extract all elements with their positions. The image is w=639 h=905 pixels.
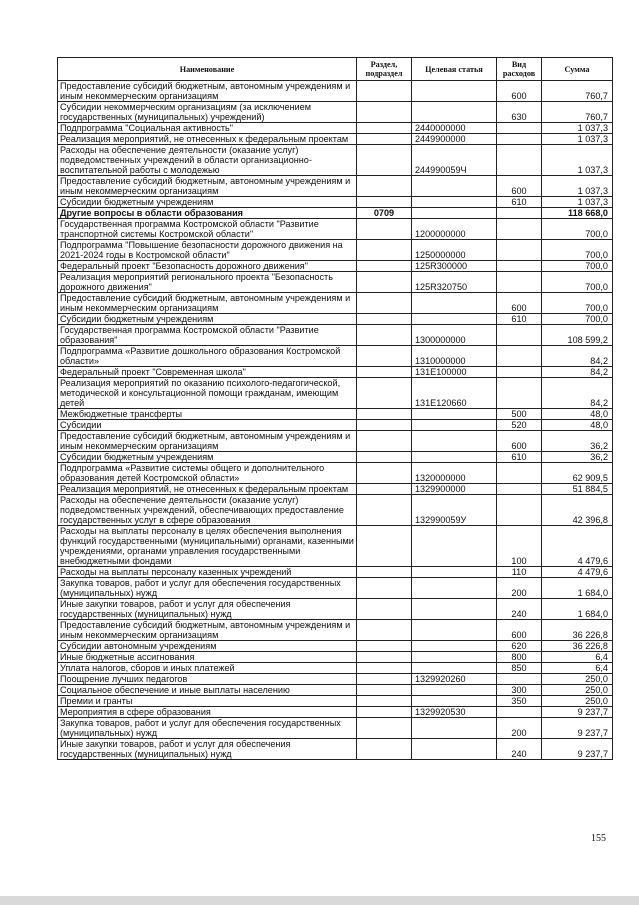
- cell-kind: 610: [497, 197, 542, 208]
- cell-section: [357, 367, 412, 378]
- table-row: [58, 652, 613, 663]
- cell-section: [357, 420, 412, 431]
- cell-sum: 108 599,2: [542, 325, 613, 346]
- cell-sum: 700,0: [542, 272, 613, 293]
- cell-kind: [497, 145, 542, 176]
- table-row: [58, 240, 613, 261]
- cell-name: Расходы на выплаты персоналу в целях обеспечения выполнения функций государственными (муниципальными) органами, казенными учреждениями, органами управления государственными внебюджетными фондами: [58, 526, 357, 567]
- cell-kind: 600: [497, 431, 542, 452]
- cell-sum: 48,0: [542, 420, 613, 431]
- cell-kind: 240: [497, 599, 542, 620]
- cell-target: [412, 420, 497, 431]
- cell-section: [357, 526, 412, 567]
- table-row: [58, 420, 613, 431]
- cell-target: [412, 652, 497, 663]
- table-row: [58, 663, 613, 674]
- table-row: [58, 409, 613, 420]
- table-row: [58, 325, 613, 346]
- table-row: [58, 378, 613, 409]
- cell-name: Предоставление субсидий бюджетным, автономным учреждениям и иным некоммерческим организациям: [58, 431, 357, 452]
- cell-sum: 9 237,7: [542, 718, 613, 739]
- table-row: [58, 463, 613, 484]
- cell-target: 1300000000: [412, 325, 497, 346]
- cell-sum: 1 684,0: [542, 578, 613, 599]
- cell-sum: 36,2: [542, 452, 613, 463]
- cell-target: [412, 81, 497, 102]
- cell-section: [357, 484, 412, 495]
- cell-section: [357, 685, 412, 696]
- cell-target: [412, 197, 497, 208]
- cell-section: [357, 240, 412, 261]
- table-row: [58, 346, 613, 367]
- table-row: [58, 578, 613, 599]
- cell-kind: [497, 134, 542, 145]
- cell-kind: 520: [497, 420, 542, 431]
- cell-kind: [497, 367, 542, 378]
- cell-section: [357, 314, 412, 325]
- cell-kind: 610: [497, 452, 542, 463]
- cell-sum: 250,0: [542, 696, 613, 707]
- cell-target: 1329920530: [412, 707, 497, 718]
- cell-section: [357, 378, 412, 409]
- cell-name: Предоставление субсидий бюджетным, автономным учреждениям и иным некоммерческим организациям: [58, 176, 357, 197]
- cell-sum: 42 396,8: [542, 495, 613, 526]
- cell-kind: [497, 325, 542, 346]
- cell-target: 1329900000: [412, 484, 497, 495]
- cell-section: [357, 652, 412, 663]
- cell-sum: 700,0: [542, 314, 613, 325]
- table-row: [58, 219, 613, 240]
- cell-name: Социальное обеспечение и иные выплаты населению: [58, 685, 357, 696]
- cell-kind: 630: [497, 102, 542, 123]
- cell-name: Федеральный проект "Безопасность дорожного движения": [58, 261, 357, 272]
- cell-sum: 84,2: [542, 367, 613, 378]
- cell-target: 1329920260: [412, 674, 497, 685]
- table-row: [58, 484, 613, 495]
- cell-section: [357, 641, 412, 652]
- cell-name: Поощрение лучших педагогов: [58, 674, 357, 685]
- cell-name: Закупка товаров, работ и услуг для обеспечения государственных (муниципальных) нужд: [58, 718, 357, 739]
- cell-sum: 700,0: [542, 240, 613, 261]
- cell-name: Субсидии автономным учреждениям: [58, 641, 357, 652]
- cell-section: [357, 463, 412, 484]
- cell-kind: 850: [497, 663, 542, 674]
- cell-target: [412, 314, 497, 325]
- cell-target: 1200000000: [412, 219, 497, 240]
- cell-name: Расходы на обеспечение деятельности (оказание услуг) подведомственных учреждений, обеспечивающих предоставление государственных услуг в сфере образования: [58, 495, 357, 526]
- cell-sum: 48,0: [542, 409, 613, 420]
- table-row: [58, 102, 613, 123]
- table-row: [58, 620, 613, 641]
- cell-section: [357, 145, 412, 176]
- cell-kind: 100: [497, 526, 542, 567]
- cell-section: [357, 123, 412, 134]
- header-target: Целевая статья: [412, 58, 497, 81]
- cell-target: [412, 620, 497, 641]
- table-row: [58, 696, 613, 707]
- cell-sum: 9 237,7: [542, 707, 613, 718]
- header-name: Наименование: [58, 58, 357, 81]
- cell-name: Реализация мероприятий, не отнесенных к федеральным проектам: [58, 134, 357, 145]
- cell-name: Субсидии бюджетным учреждениям: [58, 197, 357, 208]
- cell-kind: 600: [497, 620, 542, 641]
- header-sum: Сумма: [542, 58, 613, 81]
- cell-name: Субсидии бюджетным учреждениям: [58, 314, 357, 325]
- cell-sum: 700,0: [542, 293, 613, 314]
- cell-name: Предоставление субсидий бюджетным, автономным учреждениям и иным некоммерческим организациям: [58, 620, 357, 641]
- cell-kind: [497, 463, 542, 484]
- cell-target: [412, 739, 497, 760]
- cell-section: [357, 452, 412, 463]
- table-row: [58, 293, 613, 314]
- cell-section: [357, 261, 412, 272]
- cell-sum: 118 668,0: [542, 208, 613, 219]
- cell-kind: [497, 261, 542, 272]
- cell-name: Подпрограмма «Развитие дошкольного образования Костромской области»: [58, 346, 357, 367]
- cell-kind: [497, 208, 542, 219]
- cell-section: [357, 707, 412, 718]
- table-row: [58, 739, 613, 760]
- cell-sum: 700,0: [542, 219, 613, 240]
- cell-kind: 110: [497, 567, 542, 578]
- cell-sum: 9 237,7: [542, 739, 613, 760]
- table-row: [58, 197, 613, 208]
- cell-section: [357, 718, 412, 739]
- cell-sum: 1 037,3: [542, 145, 613, 176]
- cell-name: Реализация мероприятий регионального проекта "Безопасность дорожного движения": [58, 272, 357, 293]
- cell-section: [357, 409, 412, 420]
- table-row: [58, 567, 613, 578]
- cell-target: [412, 526, 497, 567]
- cell-name: Субсидии бюджетным учреждениям: [58, 452, 357, 463]
- cell-sum: 84,2: [542, 378, 613, 409]
- page-number: 155: [591, 833, 606, 844]
- cell-section: [357, 696, 412, 707]
- cell-section: [357, 663, 412, 674]
- table-row: [58, 674, 613, 685]
- cell-section: [357, 346, 412, 367]
- cell-target: 131E100000: [412, 367, 497, 378]
- cell-target: 2449900000: [412, 134, 497, 145]
- cell-section: [357, 495, 412, 526]
- cell-target: [412, 102, 497, 123]
- table-row: [58, 134, 613, 145]
- cell-kind: [497, 123, 542, 134]
- cell-sum: 51 884,5: [542, 484, 613, 495]
- table-row: [58, 176, 613, 197]
- cell-kind: 600: [497, 81, 542, 102]
- cell-name: Расходы на выплаты персоналу казенных учреждений: [58, 567, 357, 578]
- cell-name: Мероприятия в сфере образования: [58, 707, 357, 718]
- cell-target: [412, 567, 497, 578]
- budget-table: [57, 57, 613, 760]
- cell-sum: 760,7: [542, 81, 613, 102]
- cell-kind: [497, 674, 542, 685]
- cell-name: Подпрограмма "Социальная активность": [58, 123, 357, 134]
- table-row: [58, 718, 613, 739]
- cell-name: Другие вопросы в области образования: [58, 208, 357, 219]
- table-row: [58, 599, 613, 620]
- cell-sum: 700,0: [542, 261, 613, 272]
- cell-kind: 620: [497, 641, 542, 652]
- cell-sum: 250,0: [542, 674, 613, 685]
- cell-target: 1320000000: [412, 463, 497, 484]
- cell-kind: 240: [497, 739, 542, 760]
- cell-name: Государственная программа Костромской области "Развитие транспортной системы Костромской области": [58, 219, 357, 240]
- table-row: [58, 261, 613, 272]
- cell-name: Предоставление субсидий бюджетным, автономным учреждениям и иным некоммерческим организациям: [58, 81, 357, 102]
- cell-target: [412, 431, 497, 452]
- cell-name: Подпрограмма "Повышение безопасности дорожного движения на 2021-2024 годы в Костромской области": [58, 240, 357, 261]
- cell-name: Реализация мероприятий, не отнесенных к федеральным проектам: [58, 484, 357, 495]
- cell-kind: [497, 484, 542, 495]
- cell-target: [412, 409, 497, 420]
- cell-target: [412, 696, 497, 707]
- cell-target: 132990059У: [412, 495, 497, 526]
- cell-sum: 1 684,0: [542, 599, 613, 620]
- table-row: [58, 452, 613, 463]
- cell-target: [412, 293, 497, 314]
- cell-section: [357, 578, 412, 599]
- cell-section: 0709: [357, 208, 412, 219]
- cell-section: [357, 739, 412, 760]
- cell-target: [412, 208, 497, 219]
- cell-sum: 36,2: [542, 431, 613, 452]
- table-row: [58, 641, 613, 652]
- table-row: [58, 431, 613, 452]
- cell-sum: 1 037,3: [542, 123, 613, 134]
- cell-name: Закупка товаров, работ и услуг для обеспечения государственных (муниципальных) нужд: [58, 578, 357, 599]
- cell-section: [357, 81, 412, 102]
- cell-kind: [497, 495, 542, 526]
- cell-sum: 4 479,6: [542, 567, 613, 578]
- cell-name: Субсидии: [58, 420, 357, 431]
- cell-section: [357, 176, 412, 197]
- table-row: [58, 272, 613, 293]
- table-body: [58, 81, 613, 760]
- cell-kind: [497, 272, 542, 293]
- cell-sum: 760,7: [542, 102, 613, 123]
- cell-name: Федеральный проект "Современная школа": [58, 367, 357, 378]
- cell-target: 125R300000: [412, 261, 497, 272]
- table-row: [58, 495, 613, 526]
- table-row: [58, 208, 613, 219]
- table-row: [58, 123, 613, 134]
- header-kind: Вид расходов: [497, 58, 542, 81]
- cell-name: Межбюджетные трансферты: [58, 409, 357, 420]
- cell-target: [412, 599, 497, 620]
- cell-sum: 1 037,3: [542, 197, 613, 208]
- cell-name: Иные бюджетные ассигнования: [58, 652, 357, 663]
- cell-section: [357, 674, 412, 685]
- cell-target: 131E120660: [412, 378, 497, 409]
- cell-target: 1250000000: [412, 240, 497, 261]
- cell-target: [412, 718, 497, 739]
- table-row: [58, 81, 613, 102]
- cell-kind: 200: [497, 718, 542, 739]
- cell-section: [357, 134, 412, 145]
- cell-target: [412, 685, 497, 696]
- cell-target: [412, 578, 497, 599]
- cell-section: [357, 272, 412, 293]
- cell-kind: 610: [497, 314, 542, 325]
- cell-target: [412, 641, 497, 652]
- cell-sum: 36 226,8: [542, 641, 613, 652]
- cell-name: Уплата налогов, сборов и иных платежей: [58, 663, 357, 674]
- cell-target: 244990059Ч: [412, 145, 497, 176]
- cell-kind: 600: [497, 176, 542, 197]
- table-row: [58, 526, 613, 567]
- cell-section: [357, 567, 412, 578]
- cell-kind: 200: [497, 578, 542, 599]
- table-row: [58, 367, 613, 378]
- cell-sum: 62 909,5: [542, 463, 613, 484]
- cell-section: [357, 325, 412, 346]
- table-header-row: [58, 58, 613, 81]
- cell-sum: 1 037,3: [542, 176, 613, 197]
- cell-kind: [497, 219, 542, 240]
- cell-sum: 6,4: [542, 652, 613, 663]
- cell-section: [357, 599, 412, 620]
- cell-target: 2440000000: [412, 123, 497, 134]
- cell-kind: 500: [497, 409, 542, 420]
- cell-section: [357, 431, 412, 452]
- cell-name: Премии и гранты: [58, 696, 357, 707]
- cell-kind: [497, 240, 542, 261]
- cell-name: Субсидии некоммерческим организациям (за исключением государственных (муниципальных) учреждений): [58, 102, 357, 123]
- cell-sum: 1 037,3: [542, 134, 613, 145]
- cell-name: Предоставление субсидий бюджетным, автономным учреждениям и иным некоммерческим организациям: [58, 293, 357, 314]
- cell-section: [357, 219, 412, 240]
- cell-kind: 600: [497, 293, 542, 314]
- table-row: [58, 145, 613, 176]
- cell-target: [412, 452, 497, 463]
- table-row: [58, 707, 613, 718]
- cell-name: Иные закупки товаров, работ и услуг для обеспечения государственных (муниципальных) нужд: [58, 739, 357, 760]
- cell-target: [412, 663, 497, 674]
- cell-name: Реализация мероприятий по оказанию психолого-педагогической, методической и консультационной помощи гражданам, имеющим детей: [58, 378, 357, 409]
- cell-sum: 6,4: [542, 663, 613, 674]
- cell-kind: [497, 346, 542, 367]
- cell-kind: 800: [497, 652, 542, 663]
- cell-sum: 250,0: [542, 685, 613, 696]
- cell-target: [412, 176, 497, 197]
- cell-name: Государственная программа Костромской области "Развитие образования": [58, 325, 357, 346]
- table-row: [58, 314, 613, 325]
- cell-kind: 350: [497, 696, 542, 707]
- cell-section: [357, 102, 412, 123]
- cell-name: Иные закупки товаров, работ и услуг для обеспечения государственных (муниципальных) нужд: [58, 599, 357, 620]
- cell-kind: [497, 707, 542, 718]
- cell-sum: 84,2: [542, 346, 613, 367]
- cell-sum: 4 479,6: [542, 526, 613, 567]
- scan-edge-strip: [0, 896, 639, 905]
- header-section: Раздел, подраздел: [357, 58, 412, 81]
- cell-section: [357, 197, 412, 208]
- cell-name: Подпрограмма «Развитие системы общего и дополнительного образования детей Костромской области»: [58, 463, 357, 484]
- table-row: [58, 685, 613, 696]
- cell-kind: [497, 378, 542, 409]
- cell-target: 125R320750: [412, 272, 497, 293]
- cell-target: 1310000000: [412, 346, 497, 367]
- cell-section: [357, 293, 412, 314]
- cell-kind: 300: [497, 685, 542, 696]
- cell-section: [357, 620, 412, 641]
- cell-sum: 36 226,8: [542, 620, 613, 641]
- cell-name: Расходы на обеспечение деятельности (оказание услуг) подведомственных учреждений в области организационно-воспитательной работы с молодежью: [58, 145, 357, 176]
